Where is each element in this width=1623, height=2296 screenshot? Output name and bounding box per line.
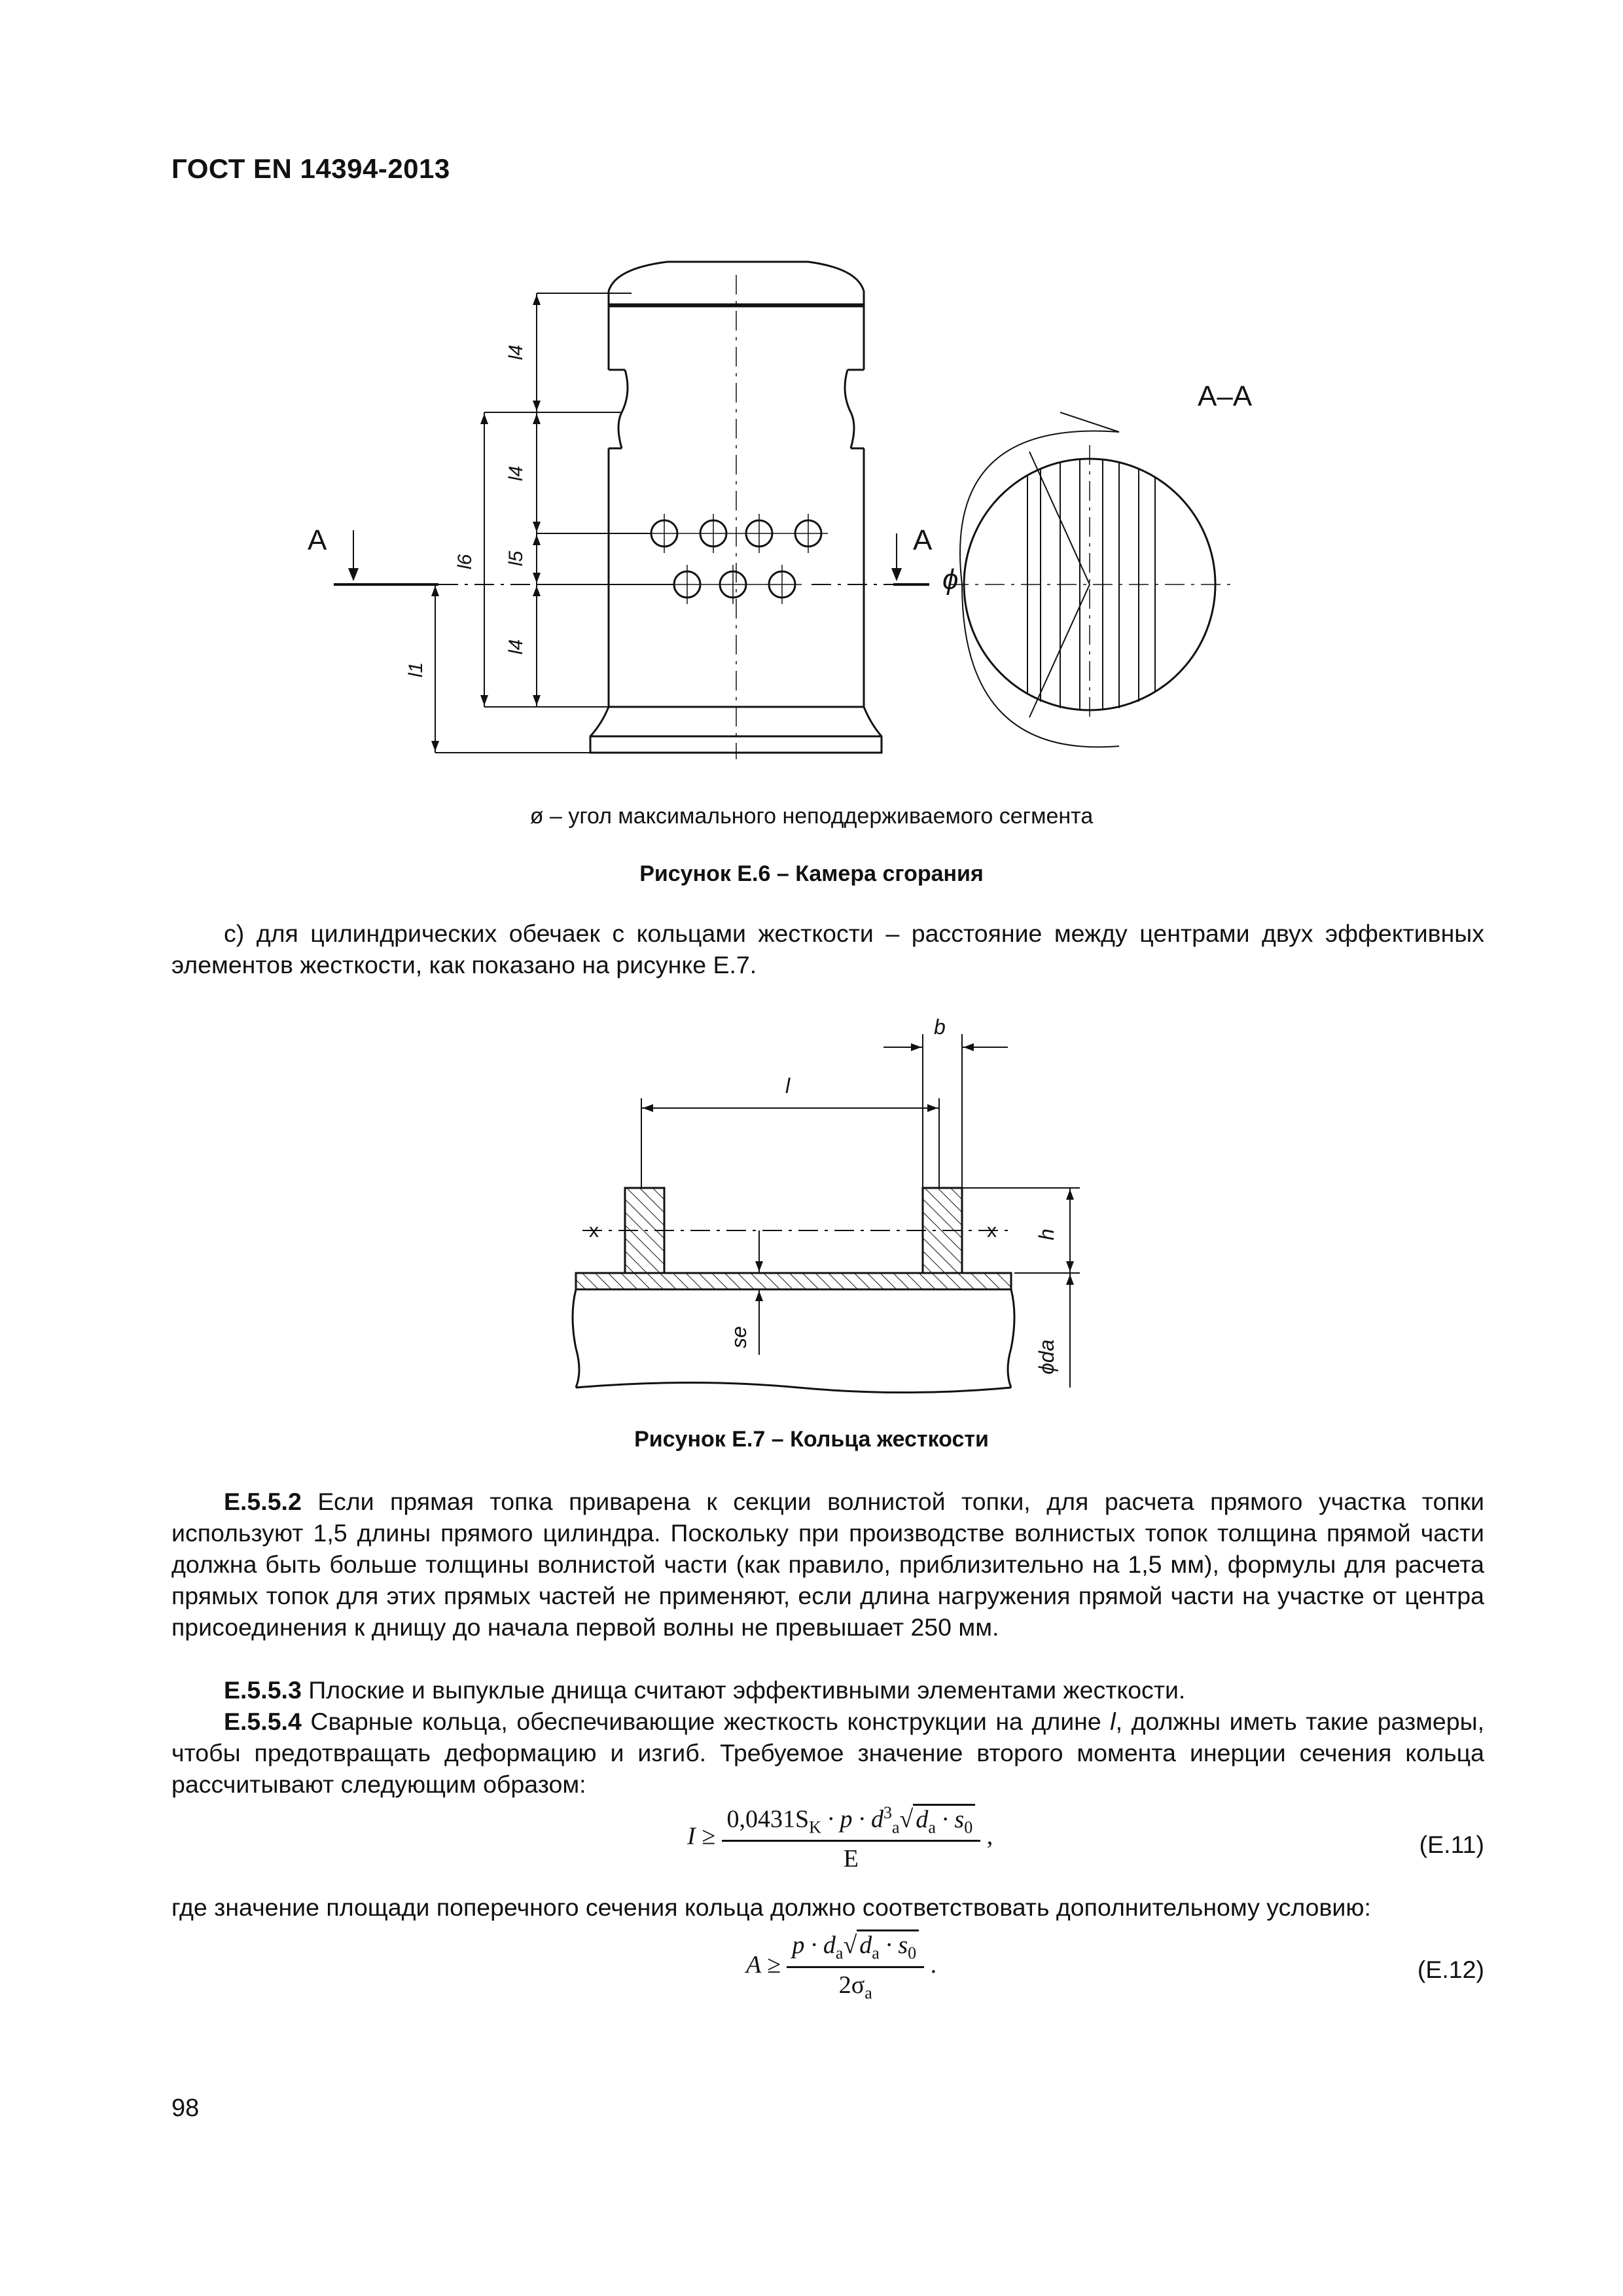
dim-l4-bottom: l4 xyxy=(505,639,527,655)
label-x-left: x xyxy=(589,1220,599,1242)
section-aa-label: А–А xyxy=(1198,380,1253,412)
shell-wall xyxy=(576,1273,1011,1289)
clause-e553 xyxy=(171,1674,1484,1706)
eq-denominator: E xyxy=(843,1845,859,1873)
label-x-right: x xyxy=(987,1220,997,1242)
label-da: ϕda xyxy=(1035,1339,1058,1374)
eq-trail: , xyxy=(986,1822,993,1850)
between-text: где значение площади поперечного сечения кольца должно соответствовать дополнительному условию: xyxy=(171,1893,1371,1921)
eq-numerator: $p \cdot d_a√$ $d_a \cdot s_0$ xyxy=(787,1931,924,1968)
chamber-waist-right xyxy=(845,370,854,448)
label-h: h xyxy=(1035,1229,1058,1240)
dim-l6: l6 xyxy=(454,554,476,569)
equation-e11-number: (Е.11) xyxy=(1419,1831,1484,1858)
eq-lhs: A ≥ xyxy=(746,1950,781,1979)
eq-lhs: I ≥ xyxy=(687,1822,716,1850)
clause-e554 xyxy=(171,1706,1484,1800)
figure-e6-caption: Рисунок Е.6 – Камера сгорания xyxy=(639,861,984,886)
figure-e6-note: ø – угол максимального неподдерживаемого сегмента xyxy=(529,804,1094,829)
clause-number: Е.5.5.4 xyxy=(224,1708,302,1735)
label-se: se xyxy=(727,1326,751,1348)
dim-l4-top: l4 xyxy=(505,344,527,360)
clause-e552 xyxy=(171,1486,1484,1643)
chamber-waist-left xyxy=(618,370,628,448)
clause-text: Плоские и выпуклые днища считают эффективными элементами жесткости. xyxy=(308,1676,1186,1704)
section-aa xyxy=(949,412,1237,747)
equation-e11 xyxy=(687,1803,993,1873)
eq-numerator: $0,0431S_K \cdot p \cdot d^3_a√$ $d_a \cdot s_0$ xyxy=(722,1803,981,1842)
paragraph-c: c) для цилиндрических обечаек с кольцами жесткости – расстояние между центрами двух эффективных элементов жесткости, как показано на рисунке Е.7. xyxy=(171,920,1484,978)
figure-e7-caption: Рисунок Е.7 – Кольца жесткости xyxy=(634,1427,989,1452)
variable-l: l xyxy=(1110,1708,1116,1735)
clause-number: Е.5.5.2 xyxy=(224,1488,302,1515)
clause-number: Е.5.5.3 xyxy=(224,1676,302,1704)
eq-denominator: $2\sigma_a$ xyxy=(838,1971,872,2003)
equation-e12-number: (Е.12) xyxy=(1417,1956,1484,1983)
eq-fraction xyxy=(787,1931,924,2003)
angle-label: ϕ xyxy=(942,564,959,596)
cut-label-left: А xyxy=(308,524,327,556)
cut-label-right: А xyxy=(913,524,933,556)
clause-text-after: , должны иметь такие размеры, чтобы предотвращать деформацию и изгиб. Требуемое значение второго момента инерции сечения кольца рассчитывают следующим образом: xyxy=(171,1708,1485,1798)
figure-e6-clean xyxy=(275,236,1361,779)
eq-trail: . xyxy=(930,1950,937,1979)
clause-text: Если прямая топка приварена к секции волнистой топки, для расчета прямого участка топки используют 1,5 длины прямого цилиндра. Поскольку при производстве волнистых топок толщина прямой части должна быть больше толщины волнистой части (как правило, приблизительно на 1,5 мм), формулы для расчета прямых топок для этих прямых частей не применяют, если длина нагружения прямой части на участке от центра присоединения к днищу до начала первой волны не превышает 250 мм. xyxy=(171,1488,1484,1641)
dim-l1: l1 xyxy=(405,662,427,677)
page-number: 98 xyxy=(171,2094,200,2122)
clause-text: Сварные кольца, обеспечивающие жесткость конструкции на длине xyxy=(310,1708,1111,1735)
figure-e7-stiffening-rings xyxy=(563,1008,1086,1401)
document-header: ГОСТ EN 14394-2013 xyxy=(171,153,450,184)
label-l: l xyxy=(785,1074,791,1098)
dim-l4-mid: l4 xyxy=(505,465,527,481)
equation-e12 xyxy=(746,1931,936,2003)
dim-l5: l5 xyxy=(505,550,527,566)
label-b: b xyxy=(934,1015,946,1039)
eq-fraction xyxy=(722,1803,981,1873)
